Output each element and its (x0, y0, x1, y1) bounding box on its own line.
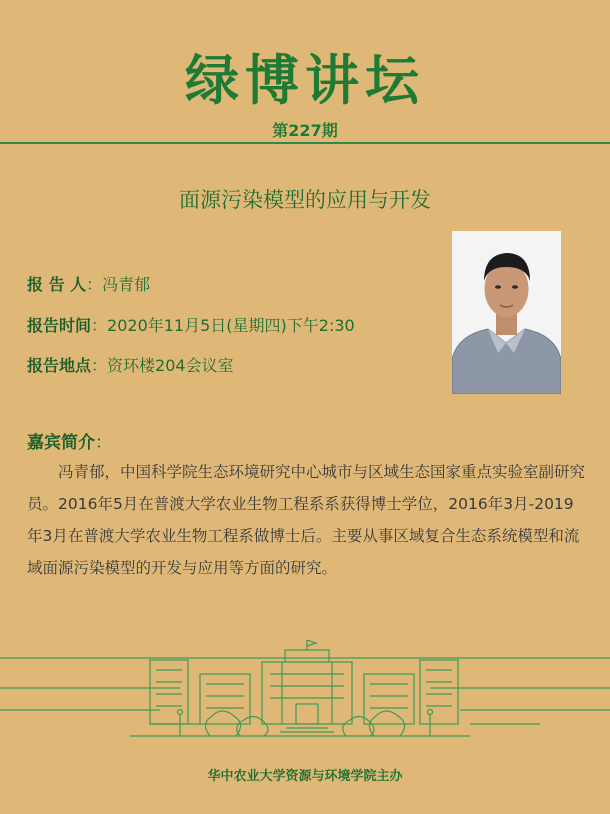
bio-heading-separator: ： (95, 433, 112, 453)
time-value: 2020年11月5日(星期四)下午2:30 (107, 316, 355, 335)
bio-heading-label: 嘉宾简介 (27, 433, 95, 453)
speaker-row (27, 272, 150, 295)
sponsor-footer: 华中农业大学资源与环境学院主办 (207, 769, 403, 784)
speaker-separator: ： (86, 275, 103, 294)
time-label: 报告时间 (27, 316, 92, 335)
bio-heading (27, 428, 112, 453)
speaker-value: 冯青郁 (102, 275, 151, 294)
header-divider (0, 142, 610, 144)
place-label: 报告地点 (27, 356, 92, 375)
bio-text: 冯青郁，中国科学院生态环境研究中心城市与区域生态国家重点实验室副研究员。2016年5月在普渡大学农业生物工程系系获得博士学位，2016年3月-2019年3月在普渡大学农业生物工程系做博士后。主要从事区域复合生态系统模型和流域面源污染模型的开发与应用等方面的研究。 (27, 463, 586, 577)
talk-title: 面源污染模型的应用与开发 (179, 188, 431, 212)
speaker-label: 报 告 人 (27, 275, 87, 294)
forum-title: 绿博讲坛 (185, 49, 425, 112)
place-separator: ： (91, 356, 108, 375)
time-separator: ： (91, 316, 108, 335)
time-row (27, 313, 355, 336)
campus-skyline-illustration (0, 640, 610, 750)
issue-number: 第227期 (272, 121, 338, 140)
place-row (27, 353, 234, 376)
portrait-image (452, 231, 561, 394)
place-value: 资环楼204会议室 (107, 356, 234, 375)
speaker-photo (452, 231, 561, 394)
